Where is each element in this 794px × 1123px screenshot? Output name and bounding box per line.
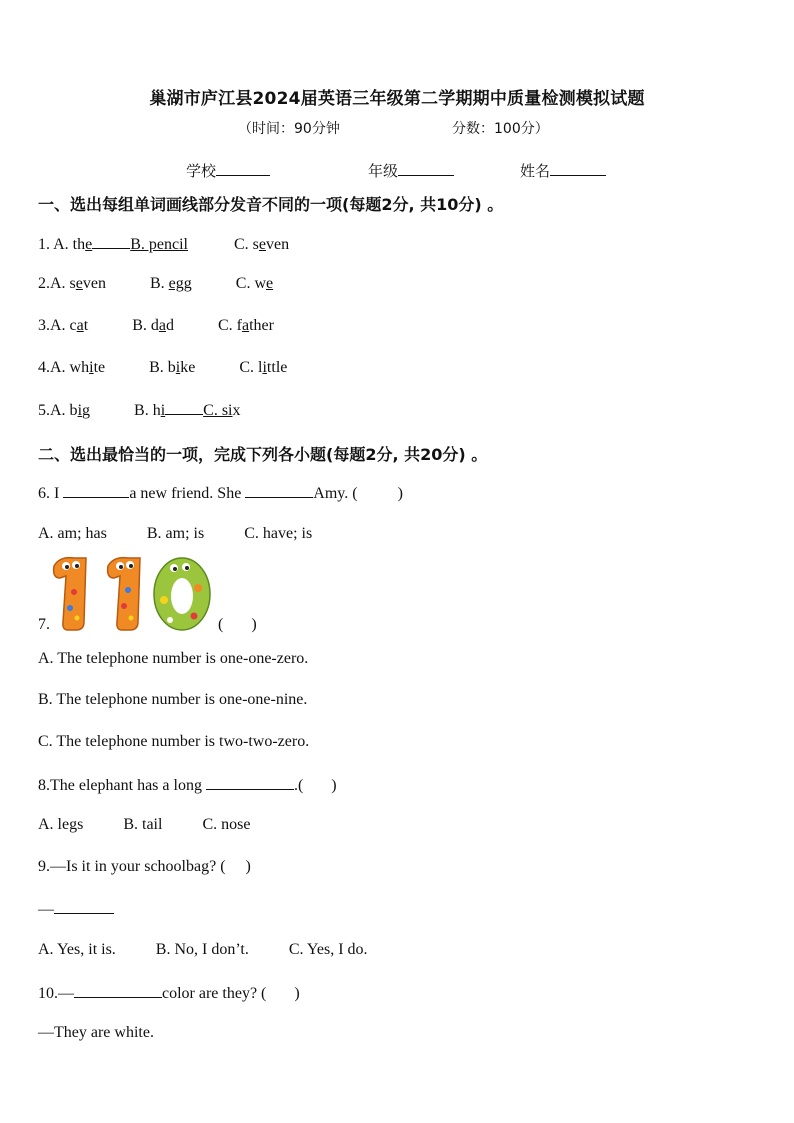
q1-option-a: A. th (53, 236, 86, 253)
question-2 (38, 275, 273, 293)
q3-b-underlined: a (158, 317, 166, 334)
q5-a-underlined: i (77, 402, 83, 419)
section2-heading: 二、选出最恰当的一项，完成下列各小题(每题2分, 共20分) 。 (38, 445, 488, 464)
q7-answer-paren[interactable]: ( ) (218, 616, 257, 633)
q2-a-underlined: e (75, 275, 83, 292)
q10-answer: —They are white. (38, 1024, 154, 1041)
question-4 (38, 359, 287, 377)
time-info: （时间：90分钟 (238, 121, 340, 137)
q3-c-rest: ther (249, 317, 274, 334)
q2-number: 2. (38, 275, 50, 292)
q3-option-a: A. c (50, 317, 77, 334)
number-110-illustration (46, 552, 216, 634)
score-info: 分数：100分） (452, 121, 549, 137)
q2-option-c: C. w (235, 275, 267, 292)
q7-option-c: C. The telephone number is two-two-zero. (38, 733, 310, 750)
q2-c-underlined: e (266, 275, 274, 292)
exam-title: 巢湖市庐江县2024届英语三年级第二学期期中质量检测模拟试题 (149, 89, 645, 109)
q10-stem-end: color are they? ( ) (162, 985, 300, 1002)
name-field (520, 160, 606, 181)
q5-number: 5. (38, 402, 50, 419)
q3-option-b: B. d (132, 317, 159, 334)
name-label: 姓名 (520, 162, 551, 180)
q9-stem: 9.—Is it in your schoolbag? ( ) (38, 858, 251, 875)
q5-c-underlined: i (228, 402, 233, 419)
section1-heading: 一、选出每组单词画线部分发音不同的一项(每题2分, 共10分) 。 (38, 195, 504, 214)
q6-stem-end: Amy. ( ) (313, 485, 403, 502)
q1-a-underlined: e (85, 236, 93, 253)
school-blank[interactable] (216, 161, 270, 176)
name-blank[interactable] (550, 161, 606, 176)
q4-option-b: B. b (149, 359, 176, 376)
q7-number: 7. (38, 616, 50, 633)
school-label: 学校 (186, 162, 217, 180)
q8-options: A. legs B. tail C. nose (38, 816, 251, 833)
q4-option-c: C. l (239, 359, 263, 376)
q6-blank-1[interactable] (63, 483, 129, 498)
q7-option-b: B. The telephone number is one-one-nine. (38, 691, 308, 708)
q9-response (38, 899, 114, 919)
school-field (186, 160, 270, 181)
q3-option-c: C. f (218, 317, 242, 334)
q2-option-b: B. (150, 275, 169, 292)
grade-field (368, 160, 454, 181)
q1-underline-gap (92, 234, 130, 249)
q9-dash: — (38, 901, 54, 918)
q5-option-c: C. s (203, 402, 229, 419)
q9-options: A. Yes, it is. B. No, I don’t. C. Yes, I do. (38, 941, 368, 958)
question-6 (38, 483, 403, 503)
q4-c-underlined: i (262, 359, 267, 376)
q4-a-underlined: i (89, 359, 94, 376)
q5-option-a: A. b (50, 402, 78, 419)
q5-c-rest: x (232, 402, 241, 419)
grade-label: 年级 (368, 162, 399, 180)
q6-stem-middle: a new friend. She (129, 485, 246, 502)
q3-number: 3. (38, 317, 50, 334)
question-10 (38, 983, 300, 1003)
q5-b-underlined: i (160, 402, 166, 419)
q3-c-underlined: a (242, 317, 250, 334)
q5-a-rest: g (82, 402, 91, 419)
q8-paren: .( ) (293, 777, 337, 794)
question-5 (38, 400, 241, 420)
q2-option-a: A. s (50, 275, 76, 292)
q2-a-rest: ven (82, 275, 106, 292)
q10-blank[interactable] (74, 983, 162, 998)
q1-number: 1. (38, 236, 54, 253)
q5-option-b: B. h (134, 402, 161, 419)
q1-c-rest: ven (266, 236, 290, 253)
q6-options: A. am; has B. am; is C. have; is (38, 525, 313, 542)
q1-c-underlined: e (258, 236, 267, 253)
question-3 (38, 317, 274, 335)
q4-option-a: A. wh (50, 359, 90, 376)
q7-option-a: A. The telephone number is one-one-zero. (38, 650, 309, 667)
q9-blank[interactable] (54, 899, 114, 914)
q3-b-rest: d (166, 317, 174, 334)
q2-b-underlined: egg (168, 275, 192, 292)
q6-blank-2[interactable] (245, 483, 313, 498)
q4-a-rest: te (93, 359, 106, 376)
q6-stem-start: 6. I (38, 485, 64, 502)
q4-c-rest: ttle (266, 359, 288, 376)
q3-a-rest: t (83, 317, 89, 334)
question-8 (38, 775, 337, 795)
q1-option-b: B. pencil (130, 236, 188, 253)
q4-b-underlined: i (175, 359, 181, 376)
q8-blank[interactable] (206, 775, 294, 790)
q10-stem-start: 10.— (38, 985, 74, 1002)
q8-stem: 8.The elephant has a long (38, 777, 206, 794)
q4-b-rest: ke (180, 359, 196, 376)
number-110-picture (46, 552, 216, 634)
q5-underline-gap (165, 400, 203, 415)
grade-blank[interactable] (398, 161, 454, 176)
q4-number: 4. (38, 359, 50, 376)
question-1 (38, 234, 289, 254)
q1-option-c: C. s (234, 236, 259, 253)
q3-a-underlined: a (76, 317, 84, 334)
